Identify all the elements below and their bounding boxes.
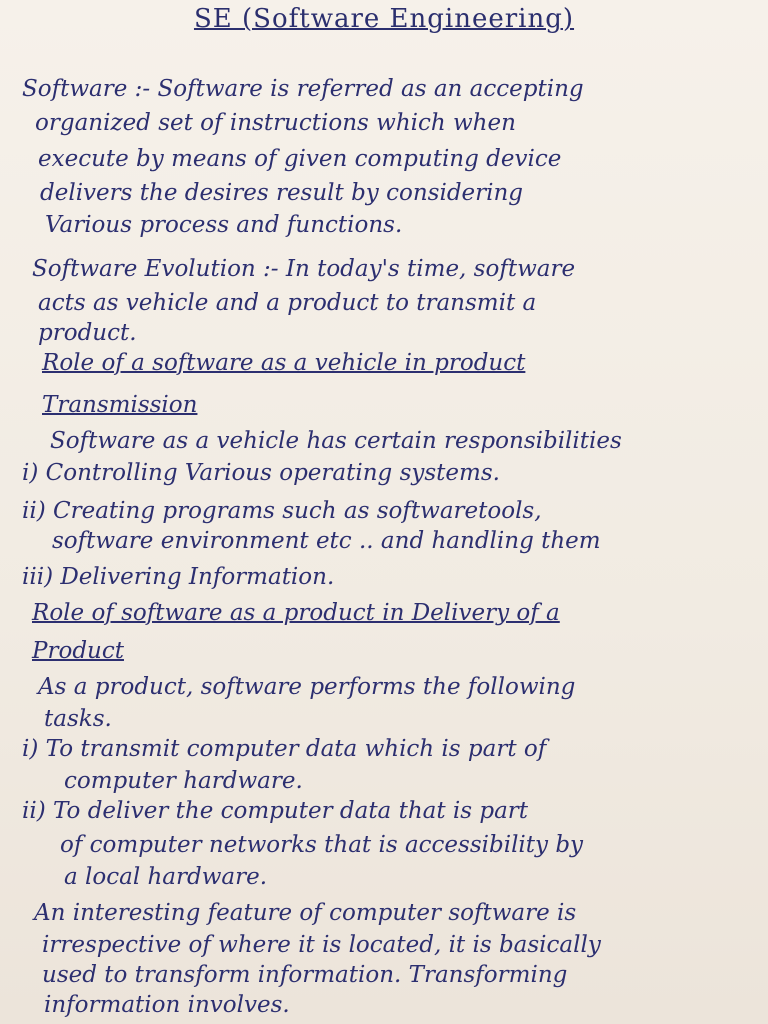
subheading: Role of software as a product in Delivery of a [32, 600, 560, 626]
text-line: acts as vehicle and a product to transmit a [38, 290, 537, 316]
list-item: i) Controlling Various operating systems. [22, 460, 500, 486]
subheading: Product [32, 638, 124, 664]
text-line: computer hardware. [64, 768, 303, 794]
text-line: As a product, software performs the following [38, 674, 576, 700]
subheading: Transmission [42, 392, 198, 418]
text-line: irrespective of where it is located, it is basically [42, 932, 601, 958]
text-line: product. [38, 320, 137, 346]
section-heading: Software Evolution :- In today's time, software [32, 256, 576, 282]
list-item: ii) Creating programs such as softwaretools, [22, 498, 542, 524]
text-line: organized set of instructions which when [35, 110, 516, 136]
text-line: tasks. [44, 706, 112, 732]
text-line: Software as a vehicle has certain responsibilities [50, 428, 622, 454]
text-line: Various process and functions. [45, 212, 403, 238]
text-line: Software :- Software is referred as an accepting [22, 76, 584, 102]
text-line: An interesting feature of computer software is [34, 900, 577, 926]
text-line: used to transform information. Transforming [42, 962, 568, 988]
text-line: a local hardware. [64, 864, 268, 890]
list-item: ii) To deliver the computer data that is part [22, 798, 529, 824]
text-line: execute by means of given computing device [38, 146, 562, 172]
page-title: SE (Software Engineering) [193, 4, 575, 34]
text-line: information involves. [44, 992, 290, 1018]
subheading: Role of a software as a vehicle in product [42, 350, 526, 376]
text-line: of computer networks that is accessibility by [60, 832, 584, 858]
text-line: delivers the desires result by considering [40, 180, 524, 206]
list-item: i) To transmit computer data which is part of [22, 736, 547, 762]
list-item: iii) Delivering Information. [22, 564, 335, 590]
text-line: software environment etc .. and handling them [52, 528, 601, 554]
